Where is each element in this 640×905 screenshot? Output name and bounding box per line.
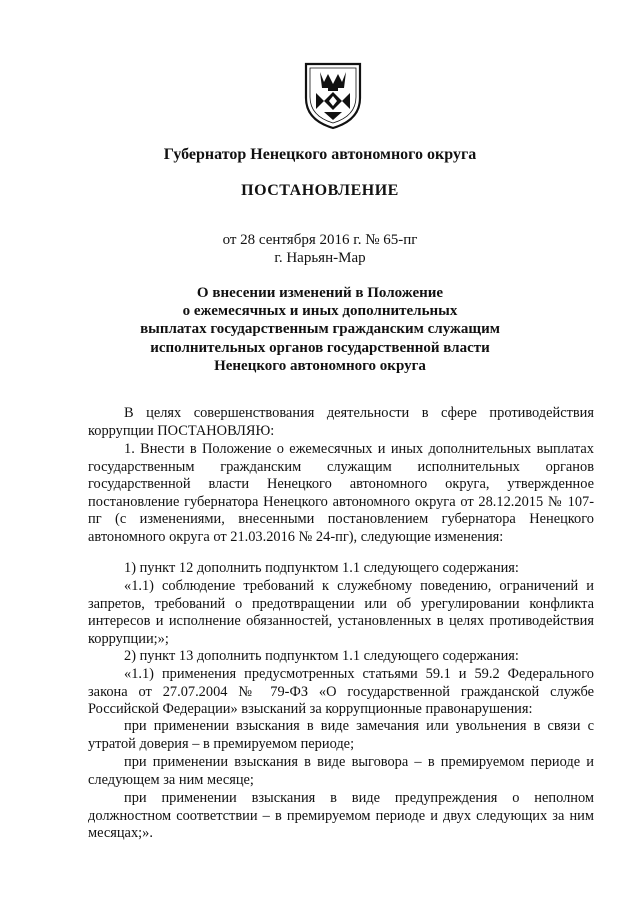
title-line: исполнительных органов государственной власти	[150, 339, 490, 356]
paragraph-penalty-2: при применении взыскания в виде выговора – в премируемом периоде и следующем за ним месяце;	[88, 754, 594, 788]
date-number: от 28 сентября 2016 г. № 65-пг	[222, 232, 418, 248]
paragraph-penalty-3: при применении взыскания в виде предупреждения о неполном должностном соответствии – в премируемом периоде и двух следующих за ним месяцах;».	[88, 790, 594, 842]
issuing-authority: Губернатор Ненецкого автономного округа	[163, 146, 477, 163]
paragraph-item-1: 1. Внести в Положение о ежемесячных и иных дополнительных выплатах государственным гражданским служащим исполнительных органов государственной власти Ненецкого автономного округа, утвержденное постановление губернатора Ненецкого автономного округа от 28.12.2015 № 107-пг (с изменениями, внесенными постановлением губернатора Ненецкого автономного округа от 21.03.2016 № 24-пг), следующие изменения:	[88, 441, 594, 545]
document-type: ПОСТАНОВЛЕНИЕ	[241, 182, 399, 199]
paragraph-preamble: В целях совершенствования деятельности в сфере противодействия коррупции ПОСТАНОВЛЯЮ:	[88, 405, 594, 439]
paragraph-penalty-1: при применении взыскания в виде замечания или увольнения в связи с утратой доверия – в премируемом периоде;	[88, 718, 594, 752]
title-line: выплатах государственным гражданским служащим	[140, 321, 500, 338]
title-line: О внесении изменений в Положение	[196, 285, 444, 301]
title-line: Ненецкого автономного округа	[214, 357, 426, 374]
paragraph-subitem-1: 1) пункт 12 дополнить подпунктом 1.1 следующего содержания:	[124, 560, 519, 576]
paragraph-quote-1: «1.1) соблюдение требований к служебному поведению, ограничений и запретов, требований о предотвращении или об урегулировании конфликта интересов и исполнение обязанностей, установленных в целях противодействия коррупции;»;	[88, 578, 594, 647]
paragraph-subitem-2: 2) пункт 13 дополнить подпунктом 1.1 следующего содержания:	[124, 648, 519, 664]
paragraph-quote-2: «1.1) применения предусмотренных статьями 59.1 и 59.2 Федерального закона от 27.07.2004 № 79-ФЗ «О государственной гражданской службе Российской Федерации» взысканий за коррупционные правонарушения:	[88, 666, 594, 718]
title-line: о ежемесячных и иных дополнительных	[182, 303, 458, 320]
document-title	[0, 284, 640, 375]
city: г. Нарьян-Мар	[274, 250, 366, 266]
coat-of-arms-icon	[300, 60, 366, 130]
